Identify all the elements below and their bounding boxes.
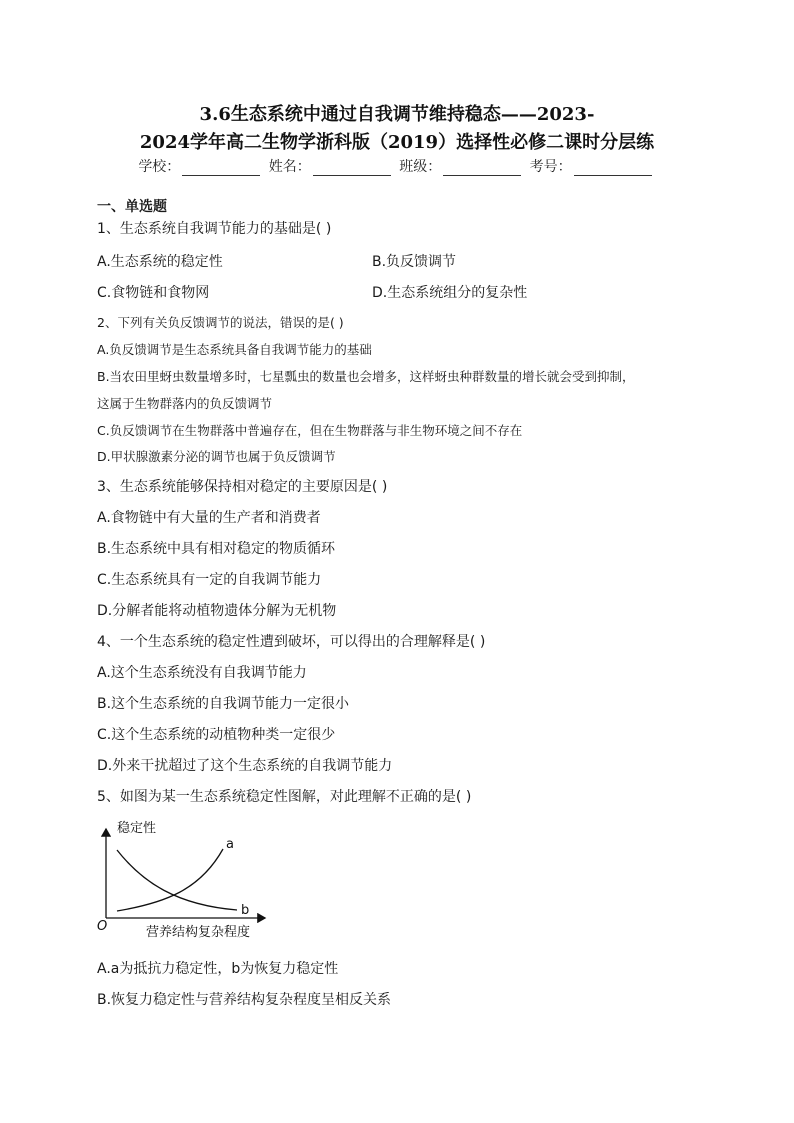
- school-label: 学校：: [138, 159, 181, 175]
- question-2-option-d[interactable]: D.甲状腺激素分泌的调节也属于负反馈调节: [97, 449, 336, 464]
- question-1-option-b[interactable]: B.负反馈调节: [372, 254, 457, 270]
- question-3-option-a[interactable]: A.食物链中有大量的生产者和消费者: [97, 510, 321, 526]
- question-5-option-a[interactable]: A.a为抵抗力稳定性，b为恢复力稳定性: [97, 961, 339, 977]
- origin-label: O: [97, 919, 108, 934]
- question-3-option-c[interactable]: C.生态系统具有一定的自我调节能力: [97, 572, 322, 588]
- question-4-option-a[interactable]: A.这个生态系统没有自我调节能力: [97, 665, 307, 681]
- curve-a: [117, 849, 223, 911]
- title-line-2: 2024学年高二生物学浙科版（2019）选择性必修二课时分层练: [139, 132, 655, 153]
- student-info-line: [0, 156, 794, 176]
- question-2-stem: 2、下列有关负反馈调节的说法，错误的是( ): [97, 315, 344, 330]
- number-label: 考号：: [529, 159, 572, 175]
- question-4-stem: 4、一个生态系统的稳定性遭到破坏，可以得出的合理解释是( ): [97, 634, 486, 650]
- question-4-option-c[interactable]: C.这个生态系统的动植物种类一定很少: [97, 727, 336, 743]
- question-1-stem: 1、生态系统自我调节能力的基础是( ): [97, 221, 332, 237]
- class-label: 班级：: [399, 159, 442, 175]
- title-line-1: 3.6生态系统中通过自我调节维持稳态——2023-: [199, 104, 595, 125]
- question-2-option-c[interactable]: C.负反馈调节在生物群落中普遍存在，但在生物群落与非生物环境之间不存在: [97, 423, 523, 438]
- question-1-option-d[interactable]: D.生态系统组分的复杂性: [372, 285, 528, 301]
- question-2-option-b[interactable]: B.当农田里蚜虫数量增多时，七星瓢虫的数量也会增多，这样蚜虫种群数量的增长就会受到抑制，: [97, 369, 635, 384]
- question-1-option-c[interactable]: C.食物链和食物网: [97, 285, 210, 301]
- question-4-option-d[interactable]: D.外来干扰超过了这个生态系统的自我调节能力: [97, 758, 393, 774]
- question-2-option-b-cont: 这属于生物群落内的负反馈调节: [97, 396, 273, 411]
- curve-b: [117, 850, 237, 910]
- section-title: 一、单选题: [97, 199, 167, 215]
- question-2-option-a[interactable]: A.负反馈调节是生态系统具备自我调节能力的基础: [97, 342, 372, 357]
- question-3-option-d[interactable]: D.分解者能将动植物遗体分解为无机物: [97, 603, 337, 619]
- school-field[interactable]: [182, 161, 260, 176]
- question-5-stem: 5、如图为某一生态系统稳定性图解，对此理解不正确的是( ): [97, 789, 472, 805]
- name-label: 姓名：: [268, 159, 311, 175]
- class-field[interactable]: [443, 161, 521, 176]
- question-3-option-b[interactable]: B.生态系统中具有相对稳定的物质循环: [97, 541, 336, 557]
- number-field[interactable]: [574, 161, 652, 176]
- x-axis-label: 营养结构复杂程度: [146, 925, 251, 940]
- name-field[interactable]: [313, 161, 391, 176]
- question-5-option-b[interactable]: B.恢复力稳定性与营养结构复杂程度呈相反关系: [97, 992, 392, 1008]
- question-1-option-a[interactable]: A.生态系统的稳定性: [97, 254, 223, 270]
- question-4-option-b[interactable]: B.这个生态系统的自我调节能力一定很小: [97, 696, 350, 712]
- question-3-stem: 3、生态系统能够保持相对稳定的主要原因是( ): [97, 479, 388, 495]
- curve-b-label: b: [241, 903, 250, 918]
- y-axis-label: 稳定性: [117, 821, 157, 836]
- stability-figure: [95, 815, 280, 940]
- curve-a-label: a: [226, 837, 234, 852]
